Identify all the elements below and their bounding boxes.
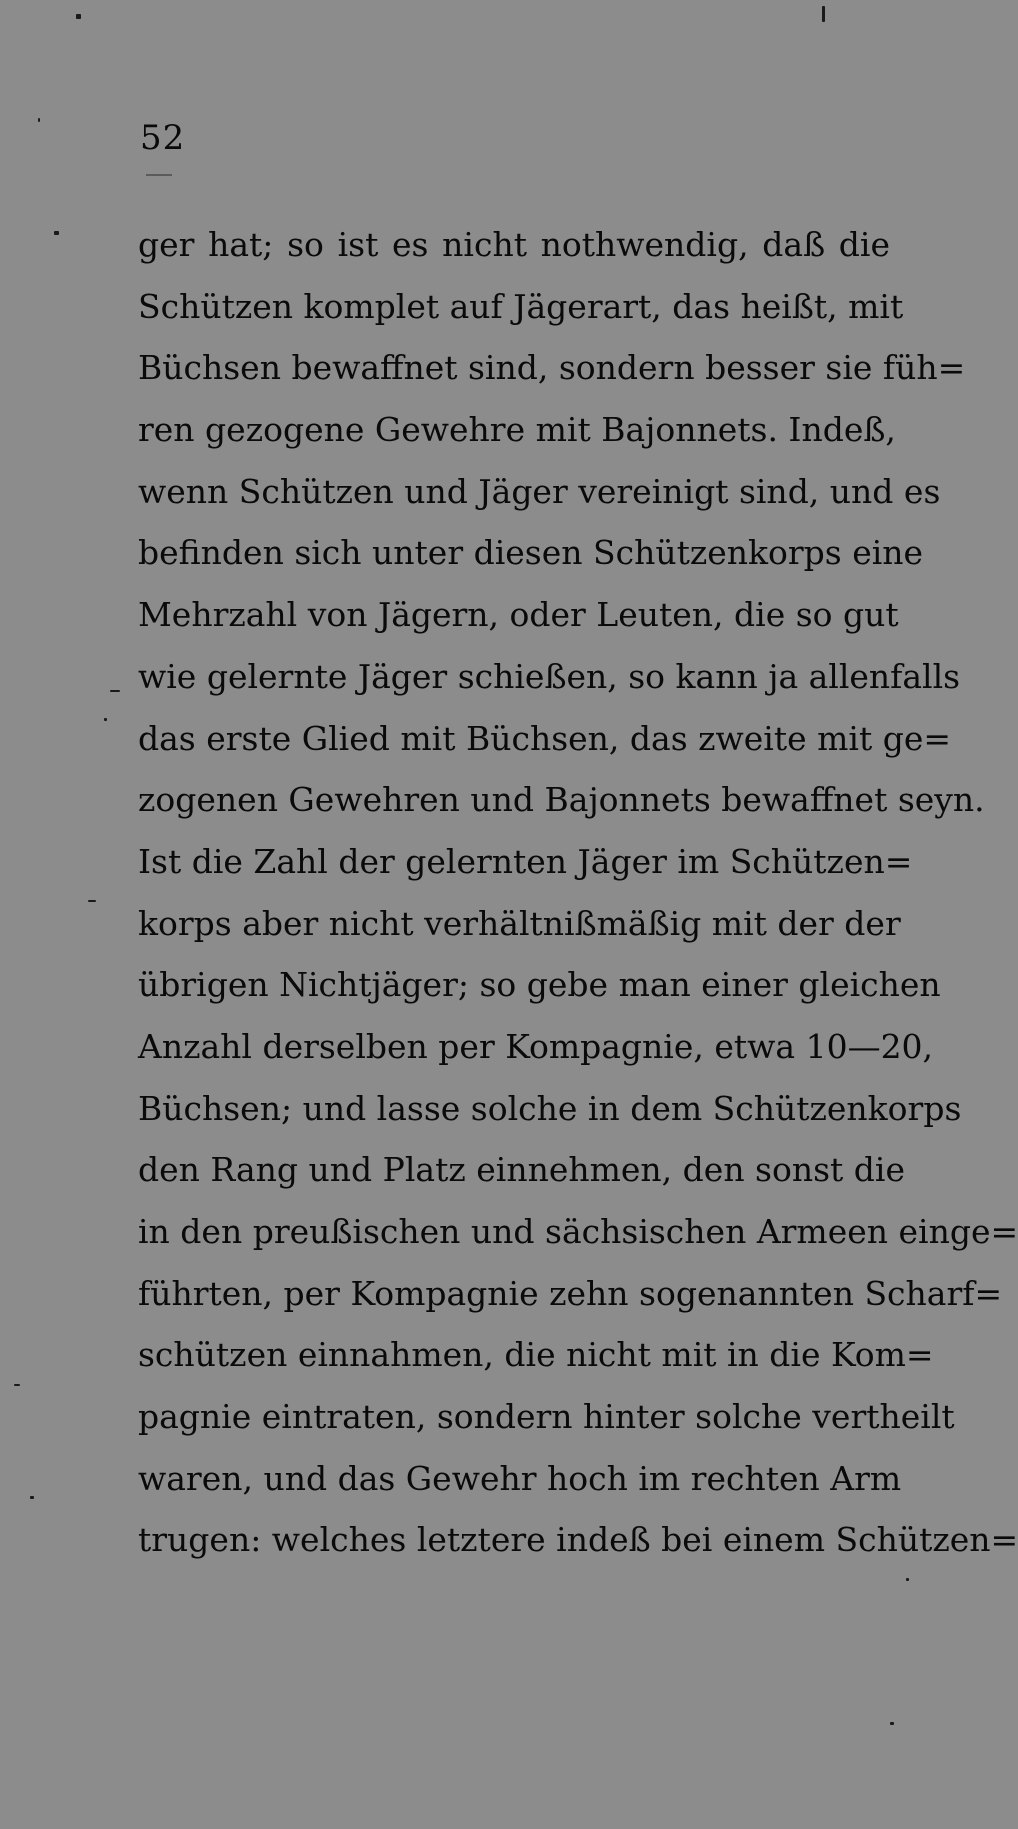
text-line: führten, per Kompagnie zehn sogenannten Scharf=	[138, 1273, 1003, 1313]
scan-speck	[110, 690, 120, 692]
scan-speck	[822, 6, 825, 22]
text-line: den Rang und Platz einnehmen, den sonst die	[138, 1150, 906, 1190]
text-line: befinden sich unter diesen Schützenkorps eine	[138, 533, 924, 573]
text-line: zogenen Gewehren und Bajonnets bewaffnet seyn.	[138, 780, 985, 820]
text-line: korps aber nicht verhältnißmäßig mit der der	[138, 903, 901, 943]
scan-speck	[14, 1384, 20, 1386]
text-line: ren gezogene Gewehre mit Bajonnets. Indeß,	[138, 410, 896, 450]
text-line: wie gelernte Jäger schießen, so kann ja allenfalls	[138, 656, 961, 696]
scan-speck	[38, 118, 40, 122]
scan-speck	[30, 1496, 34, 1499]
text-line: Büchsen bewaffnet sind, sondern besser sie füh=	[138, 348, 966, 388]
text-line: in den preußischen und sächsischen Armeen einge=	[138, 1212, 1018, 1251]
text-line: pagnie eintraten, sondern hinter solche vertheilt	[138, 1397, 955, 1437]
text-line: wenn Schützen und Jäger vereinigt sind, und es	[138, 471, 941, 511]
text-line: trugen: welches letztere indeß bei einem Schützen=	[138, 1520, 1018, 1560]
scan-speck	[104, 718, 107, 721]
scan-speck	[76, 14, 81, 19]
body-text	[138, 214, 1018, 1571]
text-line: Ist die Zahl der gelernten Jäger im Schützen=	[138, 841, 913, 881]
scan-speck	[890, 1722, 894, 1725]
text-line: waren, und das Gewehr hoch im rechten Arm	[138, 1458, 902, 1498]
text-line: ger hat; so ist es nicht nothwendig, daß die	[138, 225, 890, 264]
text-line: das erste Glied mit Büchsen, das zweite mit ge=	[138, 718, 952, 758]
text-line: Büchsen; und lasse solche in dem Schützenkorps	[138, 1088, 962, 1128]
scan-speck	[88, 900, 96, 902]
text-line: Schützen komplet auf Jägerart, das heißt, mit	[138, 286, 904, 326]
scan-speck	[906, 1578, 909, 1581]
text-line: Mehrzahl von Jägern, oder Leuten, die so gut	[138, 595, 899, 635]
text-line: übrigen Nichtjäger; so gebe man einer gleichen	[138, 965, 941, 1005]
scan-speck	[54, 231, 59, 235]
page-number: 52	[140, 118, 186, 158]
page-number-rule	[146, 174, 172, 176]
text-line: schützen einnahmen, die nicht mit in die Kom=	[138, 1335, 934, 1375]
text-line: Anzahl derselben per Kompagnie, etwa 10—20,	[138, 1026, 934, 1066]
